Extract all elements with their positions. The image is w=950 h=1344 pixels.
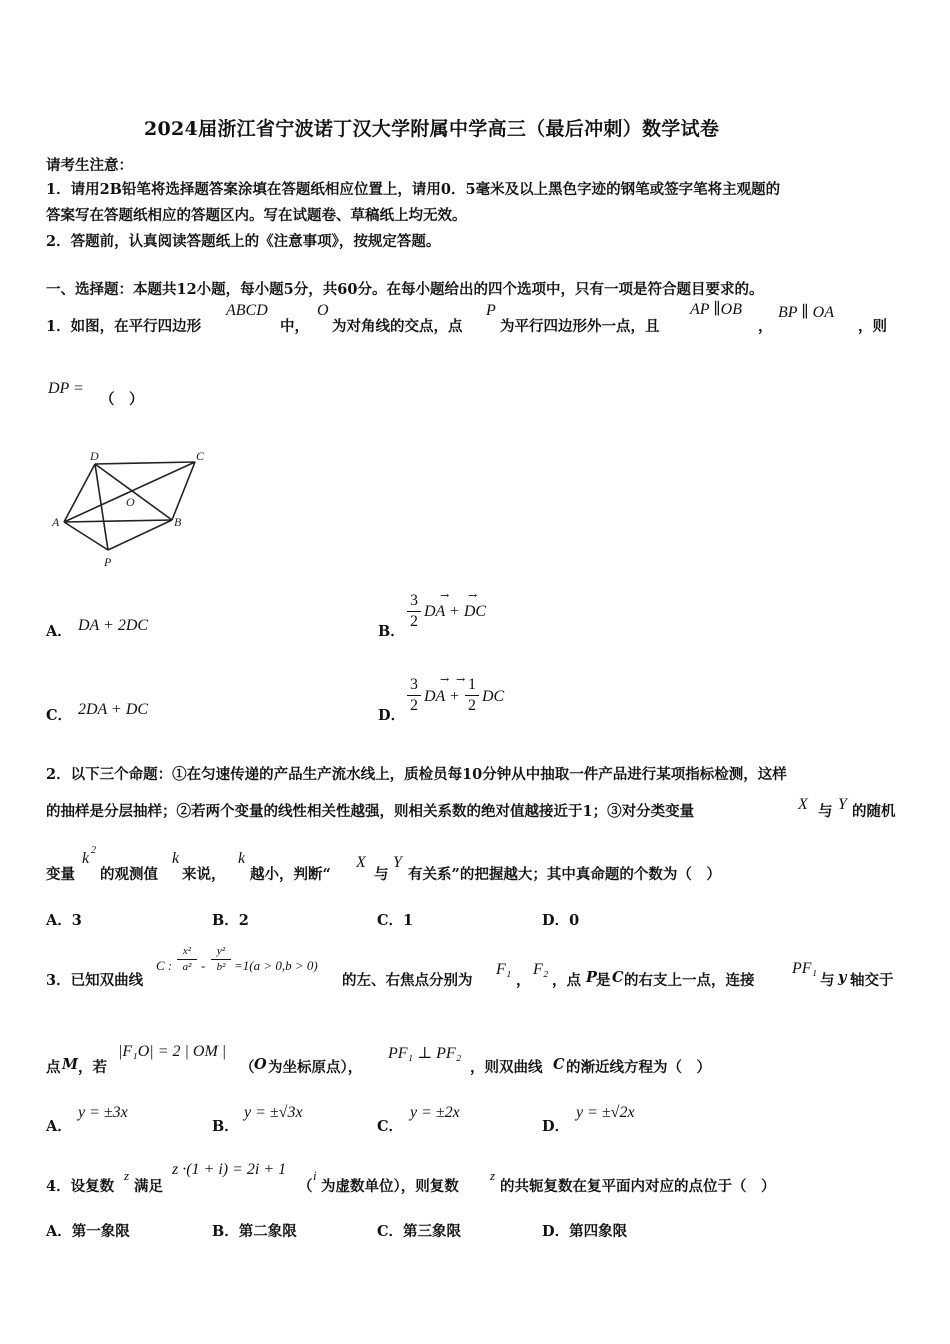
- fraction-denominator: a²: [182, 961, 192, 973]
- q2-line-2b: 的随机: [852, 803, 896, 820]
- q4-option-a[interactable]: A．第一象限: [46, 1223, 130, 1240]
- vector-arrow-da: →: [440, 589, 450, 602]
- notice-line-2: 答案写在答题纸相应的答题区内。写在试题卷、草稿纸上均无效。: [46, 207, 467, 224]
- q4-text-4: 为虚数单位），则复数: [321, 1178, 459, 1195]
- segment-bp: [108, 520, 172, 550]
- q1-option-c-math: 2DA + DC: [78, 701, 149, 718]
- q3-option-b-label[interactable]: B．: [212, 1118, 239, 1135]
- q3-bold-c: C: [612, 969, 624, 986]
- q1-option-d-label[interactable]: D．: [378, 707, 406, 724]
- fraction-denominator: b²: [216, 961, 226, 973]
- label-o: O: [126, 495, 135, 509]
- q2-option-b[interactable]: B．2: [212, 912, 249, 929]
- q1-text-3: 为对角线的交点，点: [332, 318, 463, 335]
- fraction-denominator: 2: [410, 697, 418, 714]
- q3-bold-p: P: [586, 969, 597, 986]
- q3-math-c: C :: [156, 958, 173, 973]
- q2-line-3c: 来说，: [182, 866, 226, 883]
- q1-math-ap-parallel-ob: AP ∥OB: [690, 301, 742, 318]
- q3-option-d-label[interactable]: D．: [542, 1118, 570, 1135]
- edge-ab: [64, 520, 172, 522]
- q1-option-b-math: DA + DC: [424, 603, 487, 620]
- q3-bold-c-2: C: [553, 1056, 565, 1073]
- q2-text-yu-2: 与: [374, 866, 389, 883]
- q3-text-3: ，点: [552, 972, 581, 989]
- q2-line-2a: 的抽样是分层抽样；②若两个变量的线性相关性越强，则相关系数的绝对值越接近于1；③对分类变量: [46, 803, 695, 820]
- fraction-numerator: 3: [410, 676, 418, 693]
- q1-option-d-fraction-2: [465, 676, 479, 715]
- q3-math-pf1: PF₁: [792, 960, 818, 977]
- q3-text-7: 轴交于: [850, 972, 894, 989]
- q1-paren: （ ）: [100, 391, 144, 408]
- q3-text-2: 的左、右焦点分别为: [342, 972, 473, 989]
- q3-text-4: 是: [596, 972, 611, 989]
- q4-text-1: 4．设复数: [46, 1178, 115, 1195]
- q3-text-1: 3．已知双曲线: [46, 972, 144, 989]
- label-d: D: [90, 449, 99, 463]
- q3-line2-d: 为坐标原点），: [268, 1059, 363, 1076]
- q4-option-d[interactable]: D．第四象限: [542, 1223, 628, 1240]
- q1-option-d-math: DC: [482, 688, 505, 705]
- q3-text-6: 与: [820, 972, 835, 989]
- q2-line-3b: 的观测值: [100, 866, 158, 883]
- q2-math-k-2: k: [172, 850, 180, 867]
- q4-text-5: 的共轭复数在复平面内对应的点位于（ ）: [500, 1178, 776, 1195]
- q1-option-b-fraction: [407, 592, 421, 631]
- section-heading: 一、选择题：本题共12小题，每小题5分，共60分。在每小题给出的四个选项中，只有一项是符合题目要求的。: [46, 281, 764, 298]
- fraction-denominator: 2: [468, 697, 476, 714]
- label-p: P: [104, 555, 112, 569]
- q3-option-b-math: y = ±√3x: [244, 1104, 303, 1121]
- q2-option-d[interactable]: D．0: [542, 912, 580, 929]
- q3-fraction-y: [211, 944, 231, 975]
- q3-line2-b: ，若: [78, 1059, 107, 1076]
- q1-math-bp-parallel-oa: BP ∥ OA: [778, 304, 834, 321]
- q3-option-a-label[interactable]: A．: [46, 1118, 72, 1135]
- q3-option-d-math: y = ±√2x: [576, 1104, 635, 1121]
- q1-text-1: 1．如图，在平行四边形: [46, 318, 202, 335]
- parallelogram-figure: [50, 446, 210, 576]
- q3-bold-o: O: [254, 1056, 267, 1073]
- edge-dc: [95, 462, 195, 464]
- vector-arrow-dc: →: [468, 589, 478, 602]
- q4-option-c[interactable]: C．第三象限: [377, 1223, 462, 1240]
- q3-fraction-x: [177, 944, 197, 975]
- q3-text-5: 的右支上一点，连接: [624, 972, 755, 989]
- q3-bold-m: M: [62, 1056, 79, 1073]
- q3-comma: ，: [516, 972, 531, 989]
- q1-option-c-label[interactable]: C．: [46, 707, 73, 724]
- q3-math-rest: =1(a > 0,b > 0): [234, 958, 318, 973]
- q1-option-d-math-mid: DA +: [424, 688, 460, 705]
- q1-text-5: ，: [758, 318, 773, 335]
- fraction-numerator: 3: [410, 592, 418, 609]
- q2-option-a[interactable]: A．3: [46, 912, 82, 929]
- page-title: 2024届浙江省宁波诺丁汉大学附属中学高三（最后冲刺）数学试卷: [144, 118, 720, 140]
- label-a: A: [52, 515, 60, 529]
- q1-text-2: 中，: [280, 318, 309, 335]
- vector-arrow-dc: →: [456, 673, 466, 686]
- q1-option-a-label[interactable]: A．: [46, 623, 72, 640]
- q4-math-z: z: [124, 1168, 130, 1183]
- q3-line2-f: 的渐近线方程为（ ）: [566, 1059, 711, 1076]
- q4-text-3: （: [298, 1178, 313, 1195]
- q4-math-i: i: [313, 1168, 317, 1183]
- q4-math-z-2: z: [490, 1168, 496, 1183]
- diagonal-db: [95, 464, 172, 520]
- label-c: C: [196, 449, 205, 463]
- q2-option-c[interactable]: C．1: [377, 912, 414, 929]
- q2-text-yu: 与: [818, 803, 833, 820]
- q1-math-p: P: [486, 302, 496, 319]
- q2-math-k-3: k: [238, 850, 246, 867]
- q3-option-c-label[interactable]: C．: [377, 1118, 404, 1135]
- q4-math-equation: z ·(1 + i) = 2i + 1: [172, 1161, 287, 1178]
- q2-math-y: Y: [838, 796, 847, 813]
- edge-da: [64, 464, 95, 522]
- fraction-numerator: x²: [182, 945, 192, 957]
- q1-option-b-label[interactable]: B．: [378, 623, 405, 640]
- segment-ap: [64, 522, 108, 550]
- q2-math-x-2: X: [356, 854, 366, 871]
- q3-option-a-math: y = ±3x: [78, 1104, 128, 1121]
- notice-header: 请考生注意：: [46, 157, 133, 174]
- q3-line2-c: （: [240, 1059, 255, 1076]
- q1-text-4: 为平行四边形外一点，且: [500, 318, 660, 335]
- notice-line-1: 1．请用2B铅笔将选择题答案涂填在答题纸相应位置上，请用0．5毫米及以上黑色字迹的钢笔或签字笔将主观题的: [46, 181, 781, 198]
- label-b: B: [174, 515, 182, 529]
- q2-line-3e: 有关系”的把握越大；其中真命题的个数为（ ）: [408, 866, 721, 883]
- q3-math-condition-1: |F₁O| = 2 | OM |: [118, 1043, 227, 1060]
- fraction-numerator: 1: [468, 676, 476, 693]
- fraction-numerator: y²: [216, 945, 226, 957]
- q2-math-x: X: [798, 796, 808, 813]
- q3-math-f1: F₁: [496, 961, 512, 978]
- vector-arrow-da: →: [440, 673, 450, 686]
- q2-math-k-sup: 2: [91, 845, 96, 856]
- q1-math-o: O: [317, 302, 329, 319]
- q3-minus: -: [201, 958, 206, 973]
- q2-math-k: k: [82, 850, 90, 867]
- q2-line-3a: 变量: [46, 866, 75, 883]
- fraction-bar: [465, 695, 479, 696]
- q4-text-2: 满足: [134, 1178, 163, 1195]
- q3-math-f2: F₂: [533, 961, 549, 978]
- q4-option-b[interactable]: B．第二象限: [212, 1223, 297, 1240]
- q2-math-y-2: Y: [393, 854, 402, 871]
- q3-line2-a: 点: [46, 1059, 61, 1076]
- q1-math-abcd: ABCD: [226, 302, 268, 319]
- q3-line2-e: ，则双曲线: [470, 1059, 543, 1076]
- q2-line-3d: 越小，判断“: [250, 866, 331, 883]
- q2-line-1: 2．以下三个命题：①在匀速传递的产品生产流水线上，质检员每10分钟从中抽取一件产品进行某项指标检测，这样: [46, 766, 787, 783]
- q3-bold-y: y: [838, 969, 847, 986]
- notice-line-3: 2．答题前，认真阅读答题纸上的《注意事项》，按规定答题。: [46, 233, 441, 250]
- q1-option-d-fraction-1: [407, 676, 421, 715]
- q3-math-condition-2: PF₁ ⊥ PF₂: [388, 1045, 462, 1062]
- q1-math-dp: DP =: [48, 380, 84, 397]
- q1-text-6: ，则: [858, 318, 887, 335]
- fraction-bar: [407, 695, 421, 696]
- fraction-bar: [407, 611, 421, 612]
- fraction-denominator: 2: [410, 613, 418, 630]
- q1-option-a-math: DA + 2DC: [78, 617, 149, 634]
- q3-option-c-math: y = ±2x: [410, 1104, 460, 1121]
